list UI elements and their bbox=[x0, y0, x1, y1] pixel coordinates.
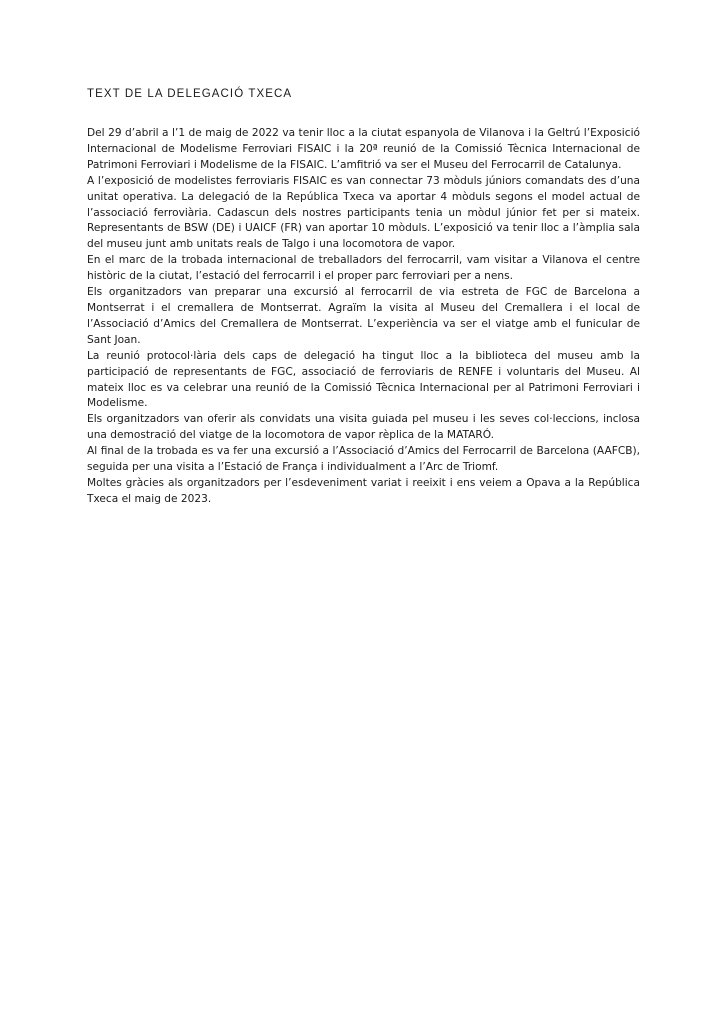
paragraph-museum-tour bbox=[87, 412, 640, 444]
paragraph-modules bbox=[87, 174, 640, 254]
paragraph-text: Els organitzadors van preparar una excursió al ferrocarril de via estreta de FGC de Barcelona a Montserrat i el cremallera de Montserrat. Agraïm la visita al Museu del Cremallera i el local de l’Associació d’Amics del Cremallera de Montserrat. L’experiència va ser el viatge amb el funicular de Sant Joan. bbox=[87, 286, 640, 346]
paragraph-text: Del 29 d’abril a l’1 de maig de 2022 va tenir lloc a la ciutat espanyola de Vilanova i la Geltrú l’Exposició Internacional de Modelisme Ferroviari FISAIC i la 20ª reunió de la Comissió Tècnica Internacional de Patrimoni Ferroviari i Modelisme de la FISAIC. L’amfitrió va ser el Museu del Ferrocarril de Catalunya. bbox=[87, 127, 640, 171]
paragraph-montserrat-excursion bbox=[87, 285, 640, 349]
paragraph-closing-thanks bbox=[87, 476, 640, 508]
document-body bbox=[87, 126, 640, 508]
paragraph-text: Moltes gràcies als organitzadors per l’esdeveniment variat i reeixit i ens veiem a Opava a la República Txeca el maig de 2023. bbox=[87, 476, 640, 505]
paragraph-exhibition-intro bbox=[87, 126, 640, 174]
paragraph-text: En el marc de la trobada internacional de treballadors del ferrocarril, vam visitar a Vilanova el centre històric de la ciutat, l’estació del ferrocarril i el proper parc ferroviari per a nens. bbox=[87, 254, 640, 283]
paragraph-barcelona-excursion bbox=[87, 444, 640, 476]
paragraph-text: A l’exposició de modelistes ferroviaris FISAIC es van connectar 73 mòduls júniors comandats des d’una unitat operativa. La delegació de la República Txeca va aportar 4 mòduls segons el model actual de l’associació ferroviària. Cadascun dels nostres participants tenia un mòdul júnior fet per si mateix. Representants de BSW (DE) i UAICF (FR) van aportar 10 mòduls. L’exposició va tenir lloc a l’àmplia sala del museu junt amb unitats reals de Talgo i una locomotora de vapor. bbox=[87, 174, 640, 251]
paragraph-text: Els organitzadors van oferir als convidats una visita guiada pel museu i les seves col·leccions, inclosa una demostració del viatge de la locomotora de vapor rèplica de la MATARÓ. bbox=[87, 413, 640, 442]
paragraph-delegation-meeting bbox=[87, 349, 640, 413]
paragraph-text: La reunió protocol·lària dels caps de delegació ha tingut lloc a la biblioteca del museu amb la participació de representants de FGC, associació de ferroviaris de RENFE i voluntaris del Museu. Al mateix lloc es va celebrar una reunió de la Comissió Tècnica Internacional per al Patrimoni Ferroviari i Modelisme. bbox=[87, 349, 640, 410]
paragraph-text: Al final de la trobada es va fer una excursió a l’Associació d’Amics del Ferrocarril de Barcelona (AAFCB), seguida per una visita a l’Estació de França i individualment a l’Arc de Triomf. bbox=[87, 445, 640, 474]
document-heading: TEXT DE LA DELEGACIÓ TXECA bbox=[87, 88, 293, 100]
paragraph-vilanova-visit bbox=[87, 253, 640, 285]
